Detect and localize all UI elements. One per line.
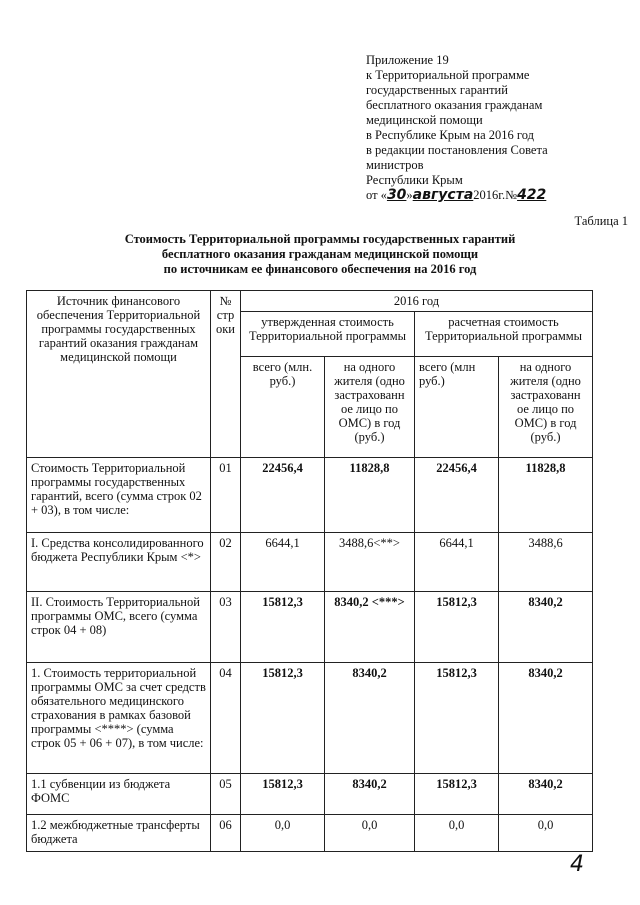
row-value-per-capita-approved: 0,0 — [325, 815, 415, 852]
cost-table — [26, 290, 593, 852]
table-row — [27, 815, 593, 852]
appendix-block — [366, 53, 616, 203]
date-mid: » — [406, 188, 413, 202]
table-row — [27, 592, 593, 663]
row-name: I. Средства консолидированного бюджета Республики Крым <*> — [27, 533, 211, 592]
row-value-per-capita-calculated: 0,0 — [499, 815, 593, 852]
table-label: Таблица 1 — [574, 214, 628, 228]
row-value-per-capita-calculated: 8340,2 — [499, 663, 593, 774]
row-name: Стоимость Территориальной программы государственных гарантий, всего (сумма строк 02 + 03), в том числе: — [27, 458, 211, 533]
row-value-per-capita-calculated: 11828,8 — [499, 458, 593, 533]
row-name: 1. Стоимость территориальной программы ОМС за счет средств обязательного медицинского страхования в рамках базовой программы <****> (сумма строк 05 + 06 + 07), в том числе: — [27, 663, 211, 774]
row-number: 06 — [211, 815, 241, 852]
date-day-handwritten: 30 — [386, 187, 407, 203]
date-year: 2016г.№ — [473, 188, 518, 202]
row-value-per-capita-calculated: 8340,2 — [499, 592, 593, 663]
row-value-per-capita-approved: 8340,2 — [325, 663, 415, 774]
row-value-per-capita-approved: 3488,6<**> — [325, 533, 415, 592]
row-value-total-calculated: 15812,3 — [415, 592, 499, 663]
row-value-total-calculated: 15812,3 — [415, 663, 499, 774]
title-line: по источникам ее финансового обеспечения на 2016 год — [163, 262, 477, 276]
header-calculated: расчетная стоимость Территориальной программы — [415, 312, 593, 357]
document-title — [60, 232, 580, 277]
header-source: Источник финансового обеспечения Территориальной программы государственных гарантий оказания гражданам медицинской помощи — [27, 291, 211, 458]
row-value-per-capita-approved: 8340,2 — [325, 774, 415, 815]
table-row — [27, 533, 593, 592]
header-row-number: № стр оки — [211, 291, 241, 458]
header-year: 2016 год — [241, 291, 593, 312]
header-total-calculated: всего (млн руб.) — [415, 357, 499, 458]
header-per-capita-approved: на одного жителя (одно застрахованн ое лицо по ОМС) в год (руб.) — [325, 357, 415, 458]
row-value-per-capita-calculated: 8340,2 — [499, 774, 593, 815]
row-value-total-approved: 0,0 — [241, 815, 325, 852]
header-per-capita-calculated: на одного жителя (одно застрахованн ое лицо по ОМС) в год (руб.) — [499, 357, 593, 458]
appendix-line: к Территориальной программе — [366, 68, 530, 82]
appendix-line: Республики Крым — [366, 173, 463, 187]
row-value-total-calculated: 15812,3 — [415, 774, 499, 815]
decree-number-handwritten: 422 — [517, 187, 547, 203]
appendix-date-line — [366, 188, 616, 203]
row-number: 04 — [211, 663, 241, 774]
row-number: 02 — [211, 533, 241, 592]
appendix-line: в редакции постановления Совета — [366, 143, 548, 157]
header-row — [27, 291, 593, 312]
row-value-per-capita-calculated: 3488,6 — [499, 533, 593, 592]
header-total-approved: всего (млн. руб.) — [241, 357, 325, 458]
table-row — [27, 458, 593, 533]
row-number: 03 — [211, 592, 241, 663]
row-value-per-capita-approved: 11828,8 — [325, 458, 415, 533]
appendix-line: государственных гарантий — [366, 83, 508, 97]
title-line: бесплатного оказания гражданам медицинской помощи — [161, 247, 479, 261]
table-row — [27, 774, 593, 815]
row-value-total-calculated: 6644,1 — [415, 533, 499, 592]
date-prefix: от « — [366, 188, 387, 202]
date-month-handwritten: августа — [412, 187, 474, 203]
row-value-total-approved: 22456,4 — [241, 458, 325, 533]
appendix-line: в Республике Крым на 2016 год — [366, 128, 534, 142]
row-value-total-approved: 15812,3 — [241, 663, 325, 774]
row-value-total-approved: 15812,3 — [241, 592, 325, 663]
row-value-total-approved: 6644,1 — [241, 533, 325, 592]
page-number-handwritten: 4 — [570, 852, 584, 877]
row-value-total-approved: 15812,3 — [241, 774, 325, 815]
row-name: 1.1 субвенции из бюджета ФОМС — [27, 774, 211, 815]
row-value-per-capita-approved: 8340,2 <***> — [325, 592, 415, 663]
appendix-line: Приложение 19 — [366, 53, 449, 67]
row-value-total-calculated: 22456,4 — [415, 458, 499, 533]
appendix-line: бесплатного оказания гражданам — [366, 98, 543, 112]
title-line: Стоимость Территориальной программы государственных гарантий — [124, 232, 516, 246]
row-name: II. Стоимость Территориальной программы ОМС, всего (сумма строк 04 + 08) — [27, 592, 211, 663]
header-approved: утвержденная стоимость Территориальной программы — [241, 312, 415, 357]
appendix-line: министров — [366, 158, 424, 172]
row-name: 1.2 межбюджетные трансферты бюджета — [27, 815, 211, 852]
appendix-line: медицинской помощи — [366, 113, 483, 127]
row-value-total-calculated: 0,0 — [415, 815, 499, 852]
table-row — [27, 663, 593, 774]
row-number: 05 — [211, 774, 241, 815]
row-number: 01 — [211, 458, 241, 533]
